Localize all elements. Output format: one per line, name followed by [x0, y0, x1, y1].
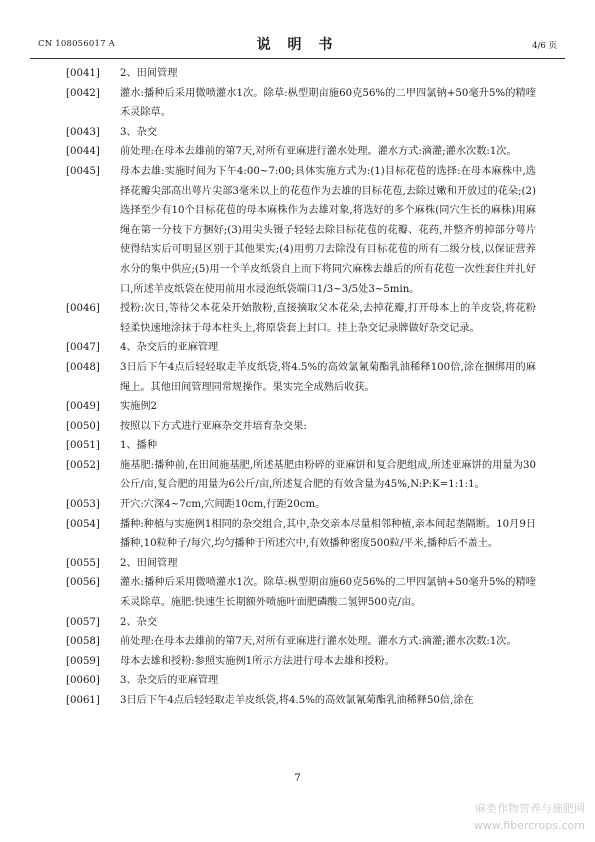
paragraph-text: 2、田间管理 — [120, 68, 178, 79]
paragraph — [66, 142, 536, 162]
paragraph — [66, 573, 536, 612]
paragraph-text: 3、杂交 — [120, 126, 158, 138]
paragraph-number: [0061] — [66, 695, 100, 706]
page-header — [30, 34, 565, 56]
paragraph-text: 开穴:穴深4~7cm,穴间距10cm,行距20cm。 — [120, 499, 326, 511]
paragraph-number: [0046] — [66, 303, 100, 315]
paragraph — [66, 554, 536, 574]
paragraph-text: 灌水:播种后采用微喷灌水1次。除草:枞型期亩施60克56%的二甲四氯钠+50毫升5%的精喹禾灵除草。施肥:快速生长期额外喷施叶面肥磷酸二氢钾500克/亩。 — [120, 577, 536, 609]
paragraph-text: 授粉:次日,等待父本花朵开始散粉,直接摘取父本花朵,去掉花瓣,打开母本上的羊皮袋,将花粉轻柔快速地涂抹于母本柱头上,将原袋套上封口。挂上杂交记录牌做好杂交记录。 — [120, 303, 536, 334]
paragraph-number: [0055] — [66, 557, 100, 569]
page-indicator: 4/6 页 — [532, 41, 557, 51]
paragraph-text: 施基肥:播种前,在田间施基肥,所述基肥由粉碎的亚麻饼和复合肥组成,所述亚麻饼的用量为30公斤/亩,复合肥的用量为6公斤/亩,所述复合肥的有效含量为45%,N:P:K=1:1:1。 — [120, 459, 536, 491]
paragraph — [66, 338, 536, 358]
paragraph-number: [0059] — [66, 655, 100, 667]
paragraph-text: 实施例2 — [120, 401, 158, 413]
paragraph-text: 1、播种 — [120, 440, 158, 452]
paragraph-text: 前处理:在母本去雄前的第7天,对所有亚麻进行灌水处理。灌水方式:滴灌;灌水次数:1次。 — [120, 636, 517, 648]
publication-number: CN 108056017 A — [38, 39, 115, 49]
paragraph — [66, 162, 536, 299]
paragraph-number: [0050] — [66, 420, 100, 432]
paragraph-number: [0041] — [66, 68, 100, 79]
paragraph-number: [0042] — [66, 87, 100, 99]
paragraph — [66, 632, 536, 652]
paragraph — [66, 691, 536, 711]
paragraph-text: 2、杂交 — [120, 616, 158, 628]
paragraph-number: [0044] — [66, 146, 100, 158]
watermark — [474, 800, 585, 834]
watermark-url: www.fibercrops.com — [473, 819, 585, 832]
paragraph — [66, 64, 536, 84]
paragraph-number: [0047] — [66, 342, 100, 354]
paragraph-number: [0045] — [66, 165, 100, 177]
paragraph-text: 3、杂交后的亚麻管理 — [120, 675, 219, 687]
document-title: 说 明 书 — [256, 37, 339, 53]
paragraph-text: 4、杂交后的亚麻管理 — [120, 342, 219, 354]
paragraph — [66, 417, 536, 437]
paragraph-text: 2、田间管理 — [120, 557, 178, 569]
paragraph — [66, 515, 536, 554]
paragraph-number: [0043] — [66, 126, 100, 138]
paragraph-number: [0054] — [66, 518, 100, 530]
paragraph-number: [0052] — [66, 459, 100, 471]
paragraph-text: 播种:种植与实施例1相同的杂交组合,其中,杂交亲本尽量相邻种植,亲本间起垄隔断。10月9日播种,10粒种子/每穴,均匀播种于所述穴中,有效播种密度500粒/平米,播种后不盖土。 — [120, 518, 537, 550]
paragraph — [66, 123, 536, 143]
paragraph — [66, 84, 536, 123]
paragraph-text: 按照以下方式进行亚麻杂交并培育杂交果: — [120, 420, 307, 432]
paragraph-number: [0048] — [66, 361, 100, 373]
paragraph — [66, 358, 536, 397]
page-number: 7 — [294, 773, 301, 784]
paragraph-text: 母本去雄:实施时间为下午4:00~7:00;具体实施方式为:(1)目标花苞的选择:在母本麻株中,选择花瓣尖部高出萼片尖部3毫米以上的花苞作为去雄的目标花苞,去除过嫩和开放过的花朵;(2)选择至少有10个目标花苞的母本麻株作为去雄对象,将选好的多个麻株(同穴生长的麻株)用麻绳在第一分枝下方捆好;(3)用尖头镊子轻轻去除目标花苞的花瓣、花药,并整齐剪掉部分萼片使得结实后可明显区别于其他果实;(4)用剪刀去除没有目标花苞的所有二级分枝,以保证营养水分的集中供应;(5)用一个羊皮纸袋自上而下将同穴麻株去雄后的所有花苞一次性套住并扎好口,所述羊皮纸袋在使用前用水浸泡纸袋端口1/3~3/5处3~5min。 — [120, 165, 536, 295]
paragraph-number: [0057] — [66, 616, 100, 628]
paragraph — [66, 495, 536, 515]
paragraph — [66, 613, 536, 633]
paragraph-number: [0056] — [66, 577, 100, 589]
paragraph-text: 母本去雄和授粉:参照实施例1所示方法进行母本去雄和授粉。 — [120, 655, 395, 667]
paragraph — [66, 652, 536, 672]
paragraph-number: [0053] — [66, 499, 100, 511]
paragraph — [66, 671, 536, 691]
paragraph-text: 3日后下午4点后轻轻取走羊皮纸袋,将4.5%的高效氯氰菊酯乳油稀释100倍,涂在捆绑用的麻绳上。其他田间管理同常规操作。果实完全成熟后收获。 — [120, 361, 536, 393]
paragraph — [66, 456, 536, 495]
paragraph-number: [0060] — [66, 675, 100, 687]
paragraph — [66, 397, 536, 417]
paragraph-text: 灌水:播种后采用微喷灌水1次。除草:枞型期亩施60克56%的二甲四氯钠+50毫升5%的精喹禾灵除草。 — [120, 87, 536, 119]
paragraph-text: 前处理:在母本去雄前的第7天,对所有亚麻进行灌水处理。灌水方式:滴灌;灌水次数:1次。 — [120, 146, 517, 158]
paragraph — [66, 436, 536, 456]
document-body — [66, 64, 536, 711]
paragraph-number: [0049] — [66, 401, 100, 413]
paragraph-text: 3日后下午4点后轻轻取走羊皮纸袋,将4.5%的高效氯氰菊酯乳油稀释50倍,涂在 — [120, 695, 474, 706]
paragraph-number: [0051] — [66, 440, 100, 452]
watermark-title: 麻类作物营养与施肥网 — [475, 802, 585, 815]
paragraph-number: [0058] — [66, 636, 100, 648]
paragraph — [66, 299, 536, 338]
header-divider — [30, 58, 565, 59]
